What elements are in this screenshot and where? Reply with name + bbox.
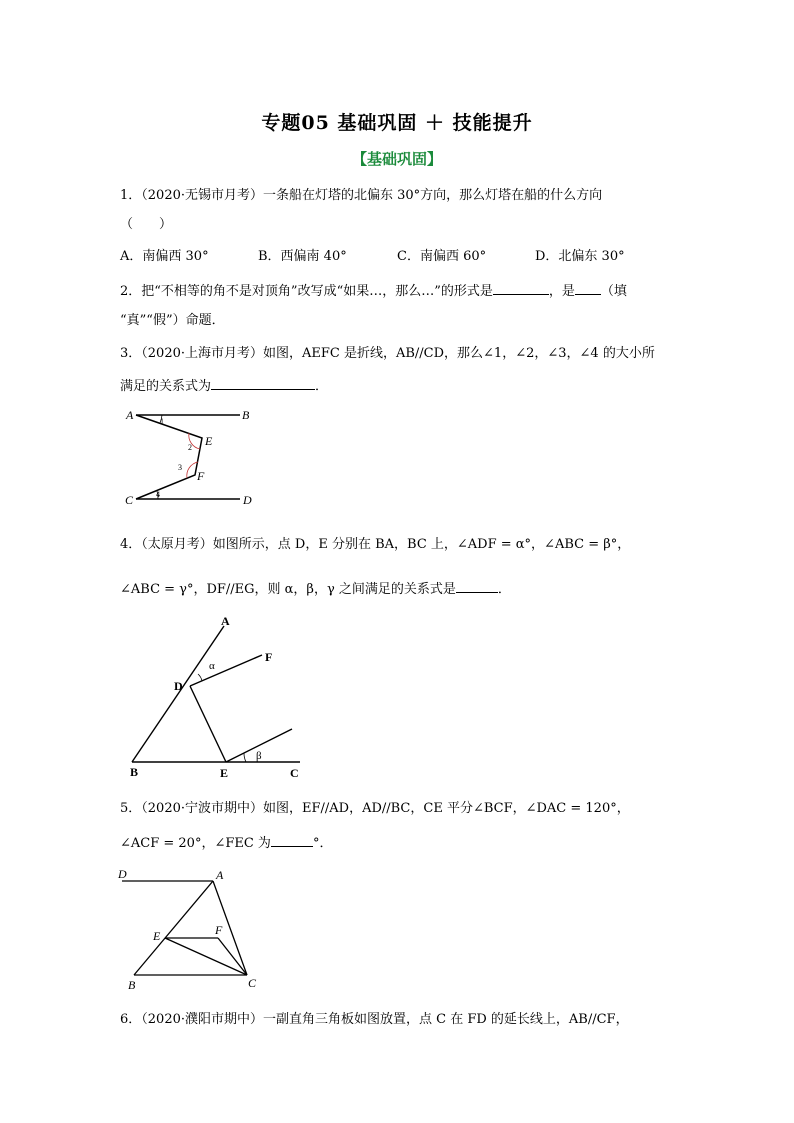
q5-line-fc: [218, 938, 247, 975]
q1-stem: 1．（2020·无锡市月考）一条船在灯塔的北偏东 30°方向，那么灯塔在船的什么方向: [120, 188, 603, 203]
q3-polyline-aefc: [136, 415, 202, 499]
q4-line1: 4．（太原月考）如图所示，点 D，E 分别在 BA，BC 上，∠ADF = α°，∠ABC = β°，: [120, 537, 631, 552]
q1-option-c: C．南偏西 60°: [397, 249, 487, 264]
q5-label-e: E: [153, 929, 161, 943]
q1-option-d: D．北偏东 30°: [535, 249, 625, 264]
q3-answer-blank[interactable]: [211, 377, 315, 390]
q2-mid: ，是: [548, 284, 575, 299]
q1-paren: （ ）: [120, 217, 173, 232]
q5-line1: 5．（2020·宁波市期中）如图，EF//AD，AD//BC，CE 平分∠BCF，∠DAC = 120°，: [120, 801, 630, 816]
q3-period: ．: [315, 379, 329, 394]
q3-label-e: E: [205, 434, 213, 448]
q5-label-a: A: [216, 868, 224, 882]
page-title: 专题05 基础巩固 ＋ 技能提升: [261, 112, 533, 134]
q5-label-d: D: [118, 867, 127, 881]
q3-label-f: F: [197, 469, 205, 483]
q1-option-a: A．南偏西 30°: [120, 249, 209, 264]
q2-line1: [120, 282, 627, 300]
q3-line2: [120, 377, 328, 395]
q5-label-c: C: [248, 976, 257, 990]
q4-label-e: E: [220, 766, 229, 780]
q4-label-beta: β: [256, 750, 262, 762]
q5-line-ab: [134, 881, 213, 975]
q4-period: ．: [497, 582, 511, 597]
q5-line2: [120, 834, 332, 852]
q5-label-b: B: [128, 978, 136, 992]
q4-label-d: D: [174, 679, 183, 693]
q5-line2-text: ∠ACF = 20°，∠FEC 为: [120, 836, 271, 851]
q3-angle-label-1: 1: [160, 417, 164, 426]
q3-figure: [118, 400, 268, 512]
q4-label-f: F: [265, 650, 273, 664]
q5-label-f: F: [215, 923, 223, 937]
q3-label-b: B: [242, 408, 250, 422]
q5-line-ec: [165, 938, 247, 975]
q3-line2-text: 满足的关系式为: [120, 379, 212, 394]
q4-figure: [120, 610, 320, 785]
q4-beta-arc: [244, 753, 246, 762]
q3-angle-label-4: 4: [156, 490, 160, 499]
q4-label-c: C: [290, 766, 299, 780]
section-heading: 【基础巩固】: [351, 150, 442, 168]
q3-angle-label-2: 2: [188, 443, 192, 452]
q2-text: 2．把“不相等的角不是对顶角”改写成“如果…，那么…”的形式是: [120, 284, 493, 299]
q3-label-d: D: [243, 493, 252, 507]
q4-line-ba: [132, 626, 224, 762]
q1-option-b: B．西偏南 40°: [258, 249, 347, 264]
q5-answer-blank[interactable]: [271, 834, 313, 847]
q2-answer-blank[interactable]: [493, 282, 549, 295]
q5-figure: [115, 862, 265, 992]
q3-label-c: C: [125, 493, 134, 507]
q4-line-de: [190, 686, 226, 762]
q2-truth-blank[interactable]: [575, 282, 601, 295]
q4-answer-blank[interactable]: [456, 580, 498, 593]
q4-label-a: A: [221, 614, 230, 628]
q4-label-b: B: [130, 765, 139, 779]
q4-label-alpha: α: [209, 660, 215, 672]
q4-line2: [120, 580, 511, 598]
q4-line2-text: ∠ABC = γ°，DF//EG，则 α，β，γ 之间满足的关系式是: [120, 582, 456, 597]
q2-line2: “真”“假”）命题．: [120, 313, 225, 328]
q4-alpha-arc: [198, 674, 202, 681]
q2-end: （填: [600, 284, 627, 299]
q3-line1: 3．（2020·上海市月考）如图，AEFC 是折线，AB//CD，那么∠1，∠2，∠3，∠4 的大小所: [120, 346, 655, 361]
q6-line1: 6．（2020·濮阳市期中）一副直角三角板如图放置，点 C 在 FD 的延长线上，AB//CF，: [120, 1012, 629, 1027]
q3-angle-label-3: 3: [178, 463, 182, 472]
q3-label-a: A: [126, 408, 134, 422]
q5-degree-end: °．: [312, 836, 333, 851]
